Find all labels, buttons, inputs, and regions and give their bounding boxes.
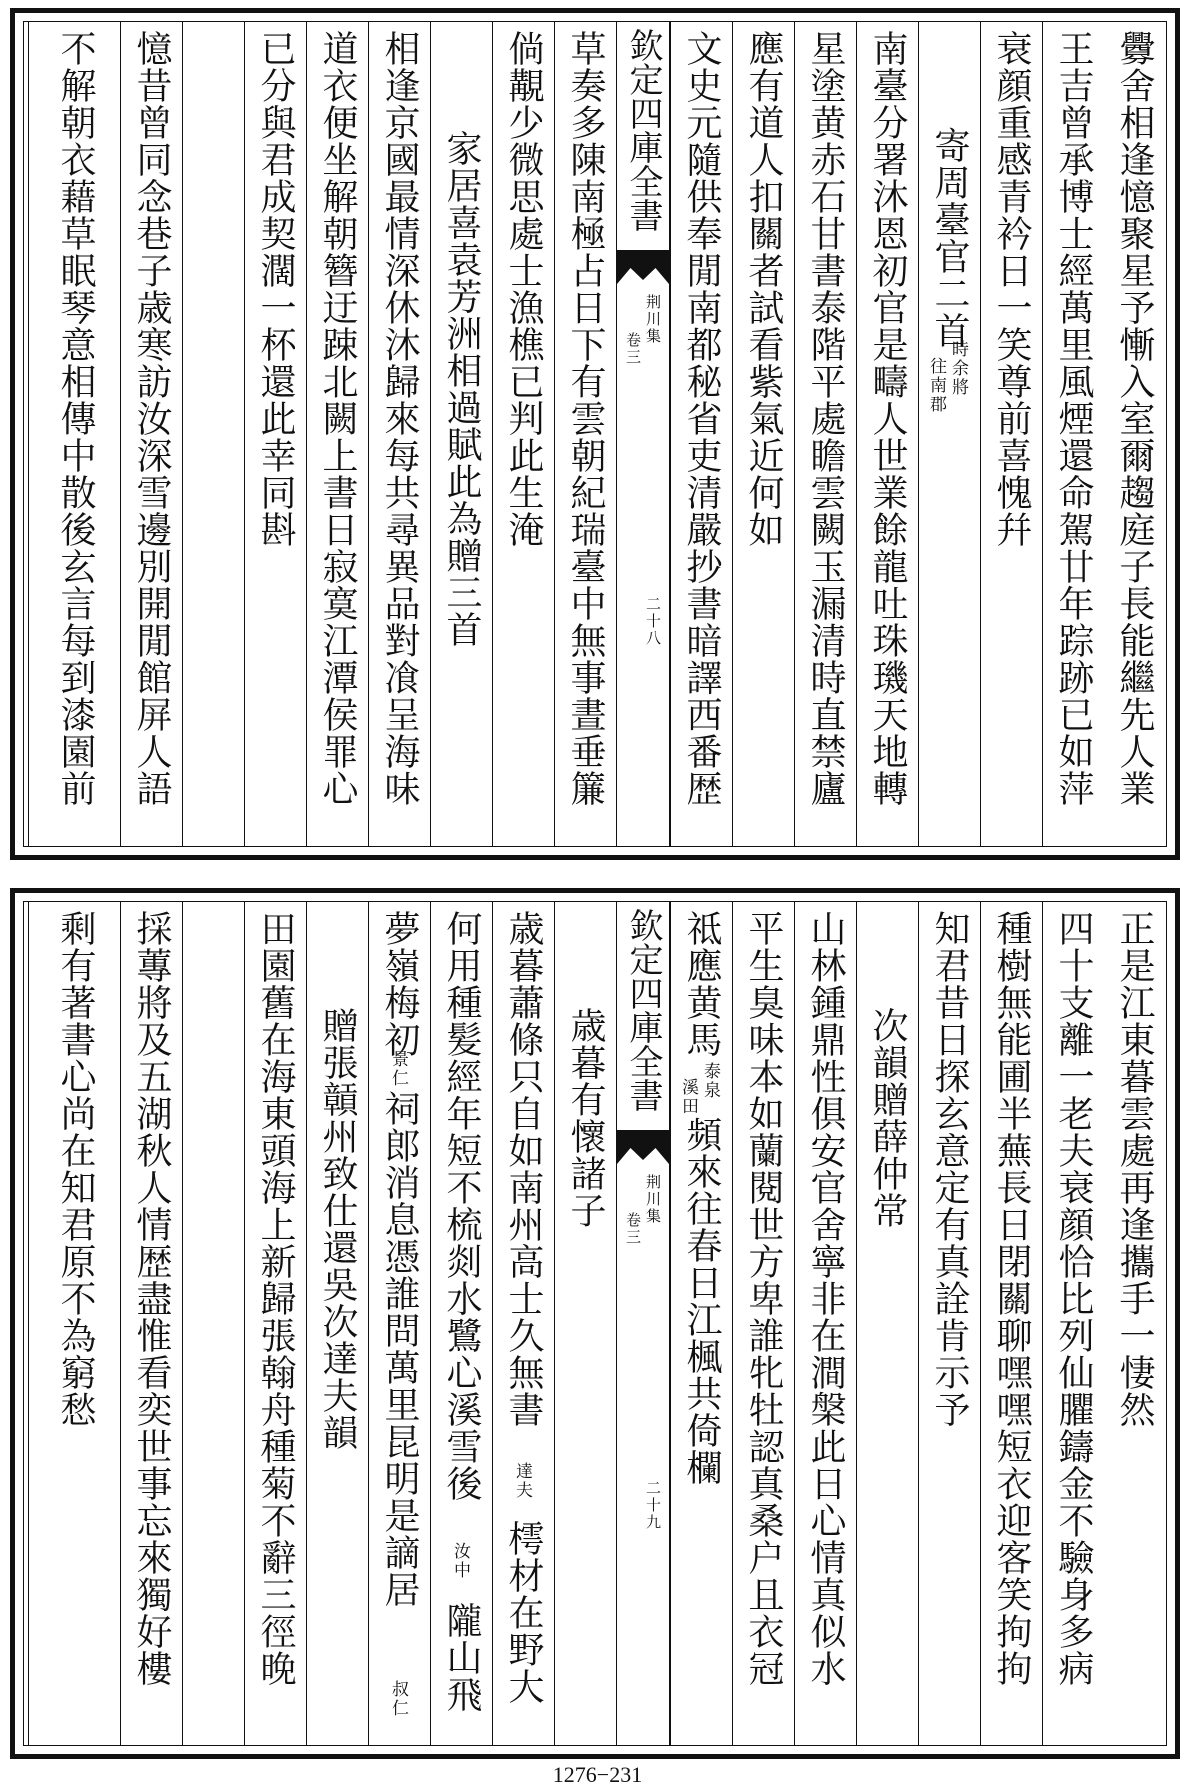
- top-col-16: [120, 22, 182, 846]
- bottom-col-17: [28, 902, 120, 1745]
- verse-line: 王吉曾承博士經萬里風煙還命駕廿年踪跡已如萍: [1053, 30, 1094, 807]
- top-col-14: [244, 22, 306, 846]
- inline-note: 汝中: [450, 1542, 470, 1580]
- center-title: 欽定四庫全書: [623, 28, 663, 232]
- poem-title: 次韻贈薛仲常: [867, 1007, 908, 1229]
- center-book: 荆川集: [644, 1174, 662, 1225]
- bottom-col-13: [306, 902, 368, 1745]
- bottom-col-5: [856, 902, 918, 1745]
- top-col-3: [980, 22, 1042, 846]
- top-center-fold: [616, 22, 670, 846]
- verse-line: 不解朝衣藉草眠琴意相傳中散後玄言每到漆園前: [55, 30, 96, 807]
- verse-line: 頻來往春日江楓共倚欄: [681, 1116, 722, 1486]
- inline-note-left: 溪田: [678, 1078, 698, 1116]
- title-note-right: 時余將: [948, 340, 968, 397]
- verse-line: 種樹無能圃半蕪長日閉關聊嘿嘿短衣迎客笑拘拘: [991, 910, 1032, 1687]
- verse-line: 四十支離一老夫衰顔恰比列仙臞鑄金不驗身多病: [1053, 910, 1094, 1687]
- top-page-frame: [23, 21, 1167, 847]
- fish-tail-mark: [617, 1130, 669, 1164]
- bottom-col-6: [794, 902, 856, 1745]
- top-col-12: [368, 22, 430, 846]
- verse-line: 相逢京國最情深休沐歸來每共尋異品對飡呈海味: [379, 30, 420, 807]
- verse-line: 憶昔曾同念巷子歳寒訪汝深雪邊別開閒館屏人語: [131, 30, 172, 807]
- bottom-col-4: [918, 902, 980, 1745]
- center-page-no: 二十八: [644, 596, 662, 647]
- top-col-5: [856, 22, 918, 846]
- verse-line: 祠郎消息憑誰問萬里昆明是謫居: [379, 1090, 420, 1608]
- verse-line: 應有道人扣關者試看紫氣近何如: [743, 30, 784, 548]
- top-col-9: [554, 22, 616, 846]
- bottom-col-3: [980, 902, 1042, 1745]
- verse-line: 山林鍾鼎性俱安官舍寧非在澗槃此日心情真似水: [805, 910, 846, 1687]
- bottom-col-16: [120, 902, 182, 1745]
- top-col-13: [306, 22, 368, 846]
- verse-line: 已分與君成契濶一杯還此幸同斟: [255, 30, 296, 548]
- page-footer-number: 1276−231: [552, 1762, 643, 1787]
- center-title: 欽定四庫全書: [623, 908, 663, 1112]
- center-volume: 卷三: [624, 1212, 642, 1246]
- inline-note-right: 泰泉: [700, 1062, 720, 1100]
- bottom-col-7: [732, 902, 794, 1745]
- verse-line: 正是江東暮雲處再逢攜手一悽然: [1114, 910, 1155, 1428]
- bottom-col-8: [670, 902, 732, 1745]
- verse-line: 倘覯少微思處士漁樵已判此生淹: [503, 30, 544, 548]
- bottom-col-15: [182, 902, 244, 1745]
- inline-note: 叔仁: [388, 1680, 408, 1718]
- top-col-6: [794, 22, 856, 846]
- top-page: [10, 8, 1180, 860]
- verse-line: 平生臭味本如蘭閱世方卑誰牝牡認真桑户且衣冠: [743, 910, 784, 1687]
- center-volume: 卷三: [624, 332, 642, 366]
- top-col-15: [182, 22, 244, 846]
- top-col-4: [918, 22, 980, 846]
- verse-line: 隴山飛: [441, 1602, 482, 1713]
- verse-line: 草奏多陳南極占日下有雲朝紀瑞臺中無事晝垂簾: [565, 30, 606, 807]
- verse-line: 夢嶺梅初: [379, 910, 420, 1058]
- bottom-col-2: [1042, 902, 1104, 1745]
- fish-tail-mark: [617, 250, 669, 284]
- top-col-8: [670, 22, 732, 846]
- verse-line: 何用種髪經年短不梳剡水鷺心溪雪後: [441, 910, 482, 1502]
- title-note-left: 往南郡: [926, 357, 946, 414]
- verse-line: 樗材在野大: [503, 1520, 544, 1705]
- inline-note: 景仁: [388, 1050, 408, 1088]
- top-col-2: [1042, 22, 1104, 846]
- verse-line: 衰顔重感青衿日一笑尊前喜愧幷: [991, 30, 1032, 548]
- bottom-col-11: [430, 902, 492, 1745]
- verse-line: 文史元隨供奉閒南都秘省吏清嚴抄書暗譯西番歴: [681, 30, 722, 807]
- verse-line: 歳暮蕭條只自如南州高士久無書: [503, 910, 544, 1428]
- inline-note: 達夫: [512, 1462, 532, 1500]
- bottom-col-10: [492, 902, 554, 1745]
- poem-title: 家居喜袁芳洲相過賦此為贈三首: [441, 130, 482, 648]
- bottom-center-fold: [616, 902, 670, 1745]
- poem-title: 歳暮有懷諸子: [565, 1007, 606, 1229]
- top-col-10: [492, 22, 554, 846]
- verse-line: 剩有著書心尚在知君原不為窮愁: [55, 910, 96, 1428]
- bottom-col-14: [244, 902, 306, 1745]
- bottom-col-9: [554, 902, 616, 1745]
- verse-line: 釁舍相逢憶聚星予慚入室爾趨庭子長能繼先人業: [1114, 30, 1155, 807]
- center-book: 荆川集: [644, 294, 662, 345]
- bottom-page-frame: [23, 901, 1167, 1746]
- poem-title: 贈張贑州致仕還吳次達夫韻: [317, 1007, 358, 1451]
- bottom-col-1: [1104, 902, 1166, 1745]
- verse-line: 道衣便坐解朝簪迂踈北闕上書日寂寞江潭侯罪心: [317, 30, 358, 807]
- bottom-col-12: [368, 902, 430, 1745]
- center-page-no: 二十九: [644, 1480, 662, 1531]
- top-col-7: [732, 22, 794, 846]
- top-col-11: [430, 22, 492, 846]
- verse-line: 南臺分署沐恩初官是疇人世業餘龍吐珠璣天地轉: [867, 30, 908, 807]
- top-col-1: [1104, 22, 1166, 846]
- verse-line: 田園舊在海東頭海上新歸張翰舟種菊不辭三徑晚: [255, 910, 296, 1687]
- verse-line: 星塗黄赤石甘書泰階平處瞻雲闕玉漏清時直禁廬: [805, 30, 846, 807]
- verse-line: 採蓴將及五湖秋人情歴盡惟看奕世事忘來獨好樓: [131, 910, 172, 1687]
- bottom-page: [10, 888, 1180, 1759]
- top-col-17: [28, 22, 120, 846]
- poem-title: 寄周臺官二首: [929, 127, 970, 349]
- verse-line: 祗應黄馬: [681, 910, 722, 1058]
- verse-line: 知君昔日探玄意定有真詮肯示予: [929, 910, 970, 1428]
